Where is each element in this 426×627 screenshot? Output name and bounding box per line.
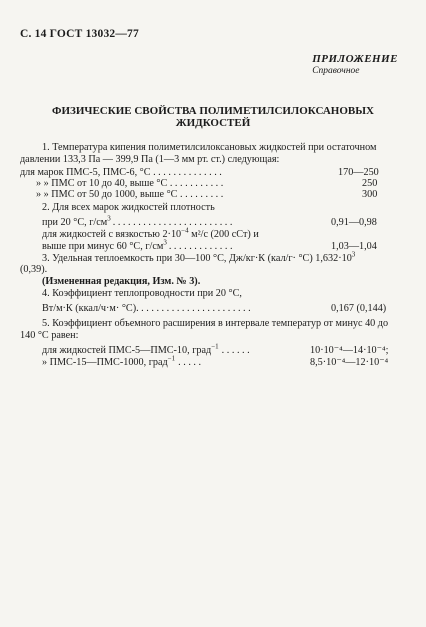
item5-row-1-text: для жидкостей ПМС-5—ПМС-10, град [42,345,212,356]
item5-row-1 [0,342,426,357]
item3-text [42,250,356,265]
item5-row-2 [0,354,426,369]
item5-text: 5. Коэффициент объемного расширения в интервале температур от минус 40 до 140 °С равен: [20,318,389,341]
item2-row-2-label [42,226,259,241]
item2-row-2-text-b: м²/с (200 сСт) и [188,229,259,240]
item2-row-2-text-a: для жидкостей с вязкостью 2·10 [42,229,182,240]
item2-row-3-dots: . . . . . . . . . . . . . [168,241,233,252]
section-title-line2: ЖИДКОСТЕЙ [175,117,251,129]
item1-row-1-value: 170—250 [338,167,379,178]
item1-row-2-label: » » ПМС от 10 до 40, выше °С . . . . . . . . . . . [36,178,224,189]
item5-row-1-label [42,342,250,357]
item2-row-2 [0,226,426,241]
item5-row-2-value: 8,5·10⁻⁴—12·10⁻⁴ [310,357,389,368]
item5-row-2-text: » ПМС-15—ПМС-1000, град [42,357,168,368]
item2-row-1-label [42,214,233,229]
item2-row-3 [0,238,426,253]
item4-row-value: 0,167 (0,144) [331,303,387,314]
item1-row-3-label: » » ПМС от 50 до 1000, выше °С . . . . . . . . . [36,189,224,200]
item1-row-2-value: 250 [362,178,378,189]
item5-row-2-sup: −1 [167,354,176,363]
item2-row-1-value: 0,91—0,98 [331,217,377,228]
item4-heading: 4. Коэффициент теплопроводности при 20 °С, [42,288,242,299]
item5-row-1-dots: . . . . . . [221,345,250,356]
section-title [40,105,386,129]
revision-note: (Измененная редакция, Изм. № 3). [42,276,201,287]
item4-row [0,303,426,315]
item5-row-1-value: 10·10⁻⁴—14·10⁻⁴; [310,345,389,356]
item2-row-1-sup: 3 [107,214,111,223]
item1-text: 1. Температура кипения полиметилсилоксановых жидкостей при остаточном давлении 133,3 Па — 399,9 Па (1—3 мм рт. ст.) следующая: [20,142,377,165]
item2-row-3-value: 1,03—1,04 [331,241,377,252]
appendix-subtitle: Справочное [312,66,360,76]
item2-row-1-text: при 20 °С, г/см [42,217,108,228]
item2-row-3-text: выше при минус 60 °С, г/см [42,241,164,252]
item2-row-3-label [42,238,233,253]
item3-sup: 3 [351,250,356,259]
item4-row-label: Вт/м·К (ккал/ч·м· °С). . . . . . . . . . . . . . . . . . . . . . . [42,303,251,314]
item3-text-b: (0,39). [20,264,48,275]
item5-row-2-label [42,354,202,369]
page-header: С. 14 ГОСТ 13032—77 [20,28,139,40]
appendix-label [312,53,398,76]
item2-row-1-dots: . . . . . . . . . . . . . . . . . . . . . . . . [112,217,233,228]
item5-row-1-sup: −1 [211,342,219,351]
section-title-line1: ФИЗИЧЕСКИЕ СВОЙСТВА ПОЛИМЕТИЛСИЛОКСАНОВЫХ [52,105,374,117]
item2-heading: 2. Для всех марок жидкостей плотность [42,202,215,213]
item2-row-1 [0,214,426,229]
item5-row-2-dots: . . . . . [178,357,202,368]
item1-row-3-value: 300 [362,189,378,200]
item1-row-3 [0,189,426,201]
item2-row-3-sup: 3 [163,238,167,247]
appendix-title: ПРИЛОЖЕНИЕ [312,53,398,65]
item3-text-a: 3. Удельная теплоемкость при 30—100 °С, Дж/кг·К (кал/г· °С) 1,632·10 [42,253,352,264]
item2-row-2-sup: −4 [181,226,189,235]
item1-row-1-label: для марок ПМС-5, ПМС-6, °С . . . . . . . . . . . . . . [20,167,222,178]
